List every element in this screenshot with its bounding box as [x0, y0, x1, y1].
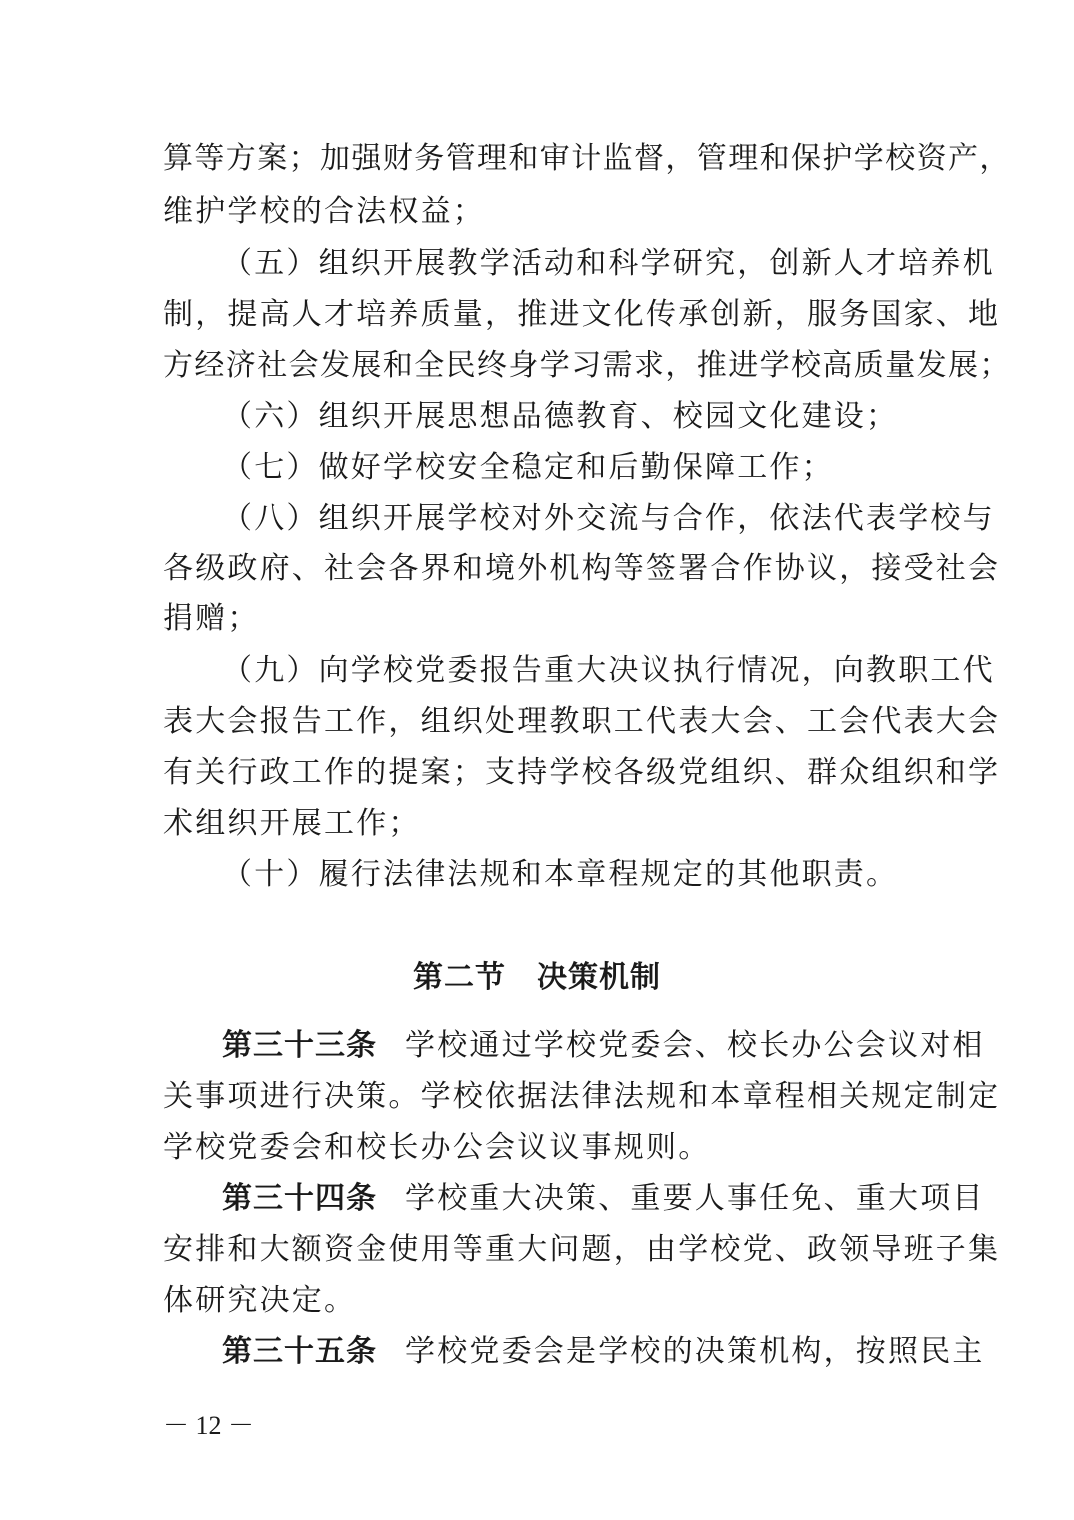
body-line: 有关行政工作的提案；支持学校各级党组织、群众组织和学 — [163, 755, 1001, 790]
section-title: 第二节 决策机制 — [413, 960, 661, 995]
list-item-7: （七）做好学校安全稳定和后勤保障工作； — [222, 450, 834, 485]
article-35-first-line — [222, 1326, 985, 1378]
article-label: 第三十四条 — [222, 1181, 377, 1216]
list-item-8: （八）组织开展学校对外交流与合作，依法代表学校与 — [222, 501, 995, 536]
body-line: 方经济社会发展和全民终身学习需求，推进学校高质量发展； — [163, 348, 1011, 383]
body-line: 学校党委会和校长办公会议议事规则。 — [163, 1130, 711, 1165]
body-line: 算等方案；加强财务管理和审计监督，管理和保护学校资产， — [163, 141, 1011, 176]
page-number: － 12 － — [163, 1411, 255, 1440]
body-line: 术组织开展工作； — [163, 806, 421, 841]
article-33-first-line — [222, 1020, 985, 1072]
list-item-10: （十）履行法律法规和本章程规定的其他职责。 — [222, 857, 899, 892]
article-label: 第三十三条 — [222, 1028, 377, 1063]
article-text: 学校通过学校党委会、校长办公会议对相 — [405, 1028, 985, 1063]
list-item-9: （九）向学校党委报告重大决议执行情况，向教职工代 — [222, 653, 995, 688]
article-text: 学校党委会是学校的决策机构，按照民主 — [405, 1334, 985, 1369]
body-line: 捐赠； — [163, 601, 260, 636]
article-text: 学校重大决策、重要人事任免、重大项目 — [405, 1181, 985, 1216]
body-line: 关事项进行决策。学校依据法律法规和本章程相关规定制定 — [163, 1079, 1001, 1114]
body-line: 体研究决定。 — [163, 1283, 357, 1318]
article-label: 第三十五条 — [222, 1334, 377, 1369]
body-line: 各级政府、社会各界和境外机构等签署合作协议，接受社会 — [163, 551, 1001, 586]
body-line: 安排和大额资金使用等重大问题，由学校党、政领导班子集 — [163, 1232, 1001, 1267]
list-item-5: （五）组织开展教学活动和科学研究，创新人才培养机 — [222, 246, 995, 281]
article-34-first-line — [222, 1173, 985, 1225]
list-item-6: （六）组织开展思想品德教育、校园文化建设； — [222, 399, 899, 434]
body-line: 表大会报告工作，组织处理教职工代表大会、工会代表大会 — [163, 704, 1001, 739]
body-line: 制，提高人才培养质量，推进文化传承创新，服务国家、地 — [163, 297, 1001, 332]
body-line: 维护学校的合法权益； — [163, 194, 485, 229]
